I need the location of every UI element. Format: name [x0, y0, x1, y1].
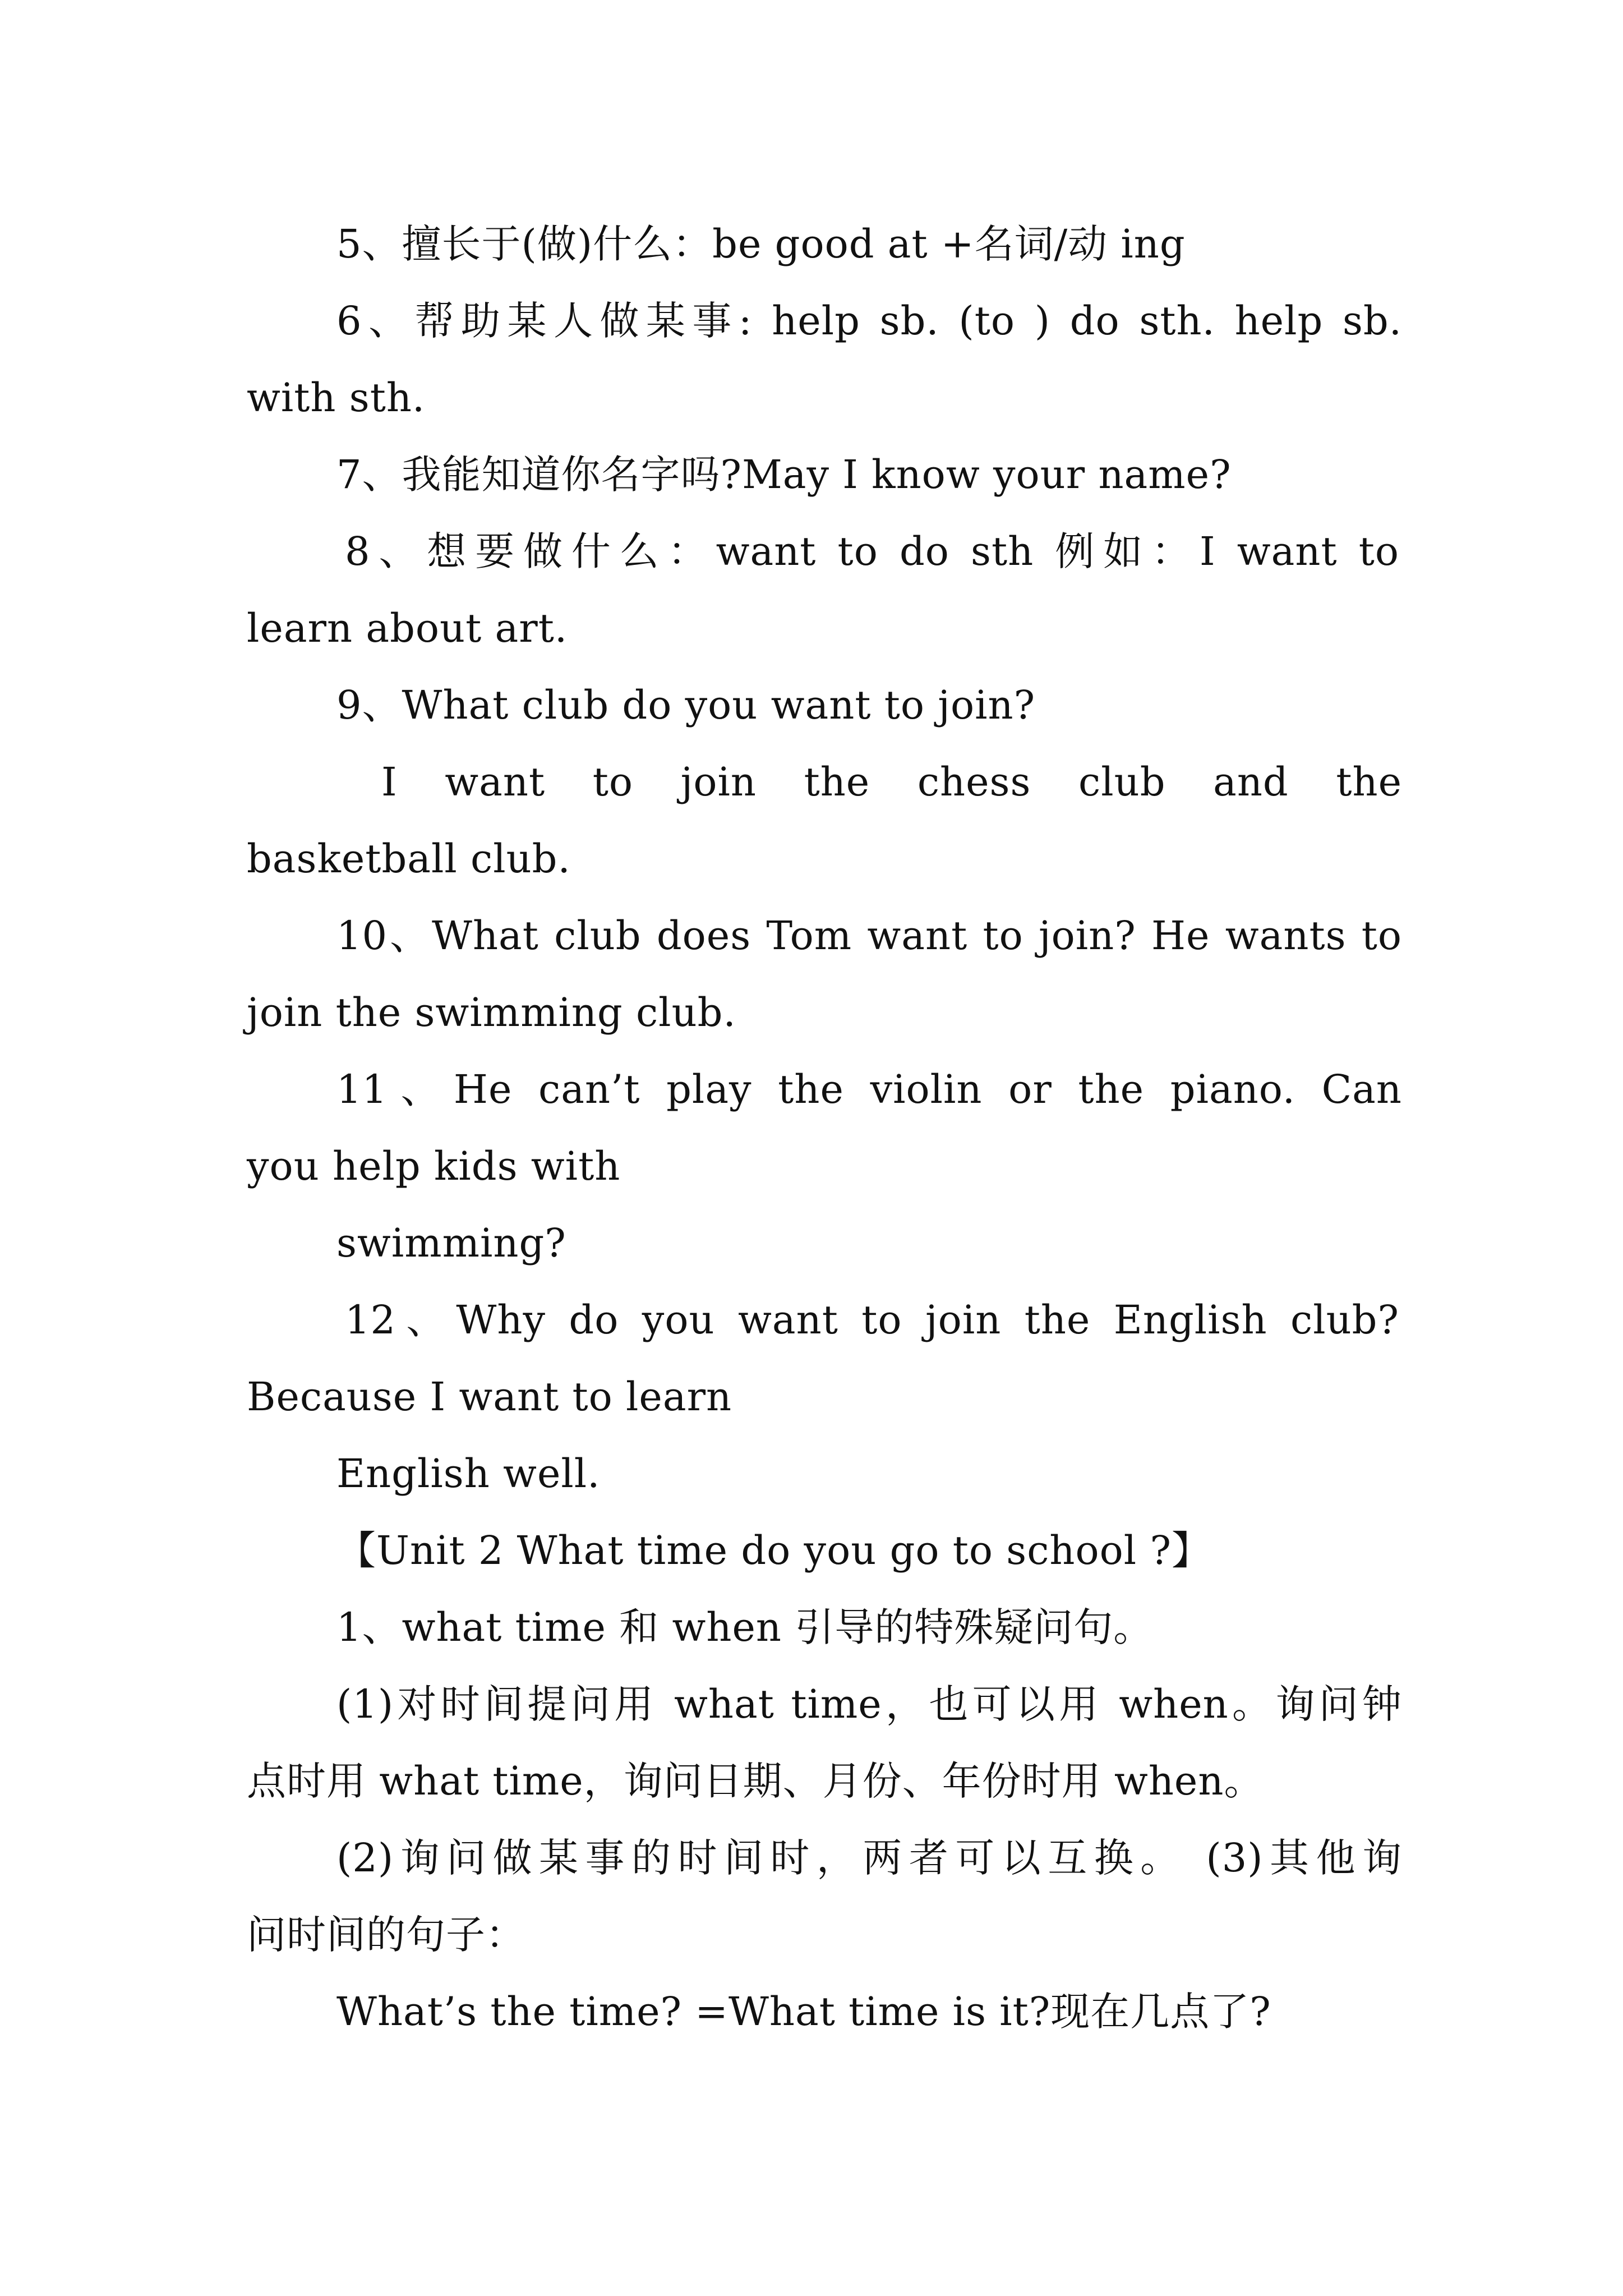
text-line-23: 问时间的句子： — [247, 1912, 525, 1958]
text-line-11: join the swimming club. — [247, 990, 736, 1036]
section-heading-unit-2: 【Unit 2 What time do you go to school ?】 — [336, 1527, 1211, 1573]
text-line-19: 1、what time 和 when 引导的特殊疑问句。 — [336, 1604, 1154, 1650]
text-line-4: 7、我能知道你名字吗?May I know your name? — [336, 452, 1232, 498]
text-line-15: 12、Why do you want to join the English club? — [345, 1297, 1399, 1343]
text-line-3: with sth. — [247, 375, 426, 421]
text-line-7: 9、What club do you want to join? — [336, 682, 1036, 728]
text-line-21: 点时用 what time，询问日期、月份、年份时用 when。 — [247, 1758, 1264, 1804]
text-line-1: 5、擅长于(做)什么：be good at +名词/动 ing — [336, 221, 1186, 267]
text-line-22: (2)询问做某事的时间时，两者可以互换。 (3)其他询 — [336, 1835, 1402, 1881]
text-line-14: swimming? — [336, 1220, 566, 1266]
text-line-6: learn about art. — [247, 605, 568, 651]
text-line-13: you help kids with — [247, 1143, 621, 1189]
text-line-24: What’s the time? =What time is it?现在几点了? — [336, 1989, 1271, 2035]
text-line-10: 10、What club does Tom want to join? He wants to — [336, 913, 1402, 959]
text-line-9: basketball club. — [247, 836, 571, 882]
text-line-17: English well. — [336, 1451, 601, 1497]
text-line-2: 6、帮助某人做某事: help sb. (to ) do sth. help sb. — [336, 298, 1402, 344]
text-line-16: Because I want to learn — [247, 1374, 732, 1420]
text-line-5: 8、想要做什么：want to do sth 例如：I want to — [345, 528, 1399, 574]
text-line-20: (1)对时间提问用 what time，也可以用 when。询问钟 — [336, 1681, 1402, 1727]
text-line-12: 11、He can’t play the violin or the piano. Can — [336, 1066, 1402, 1112]
text-line-8: I want to join the chess club and the — [381, 759, 1402, 805]
